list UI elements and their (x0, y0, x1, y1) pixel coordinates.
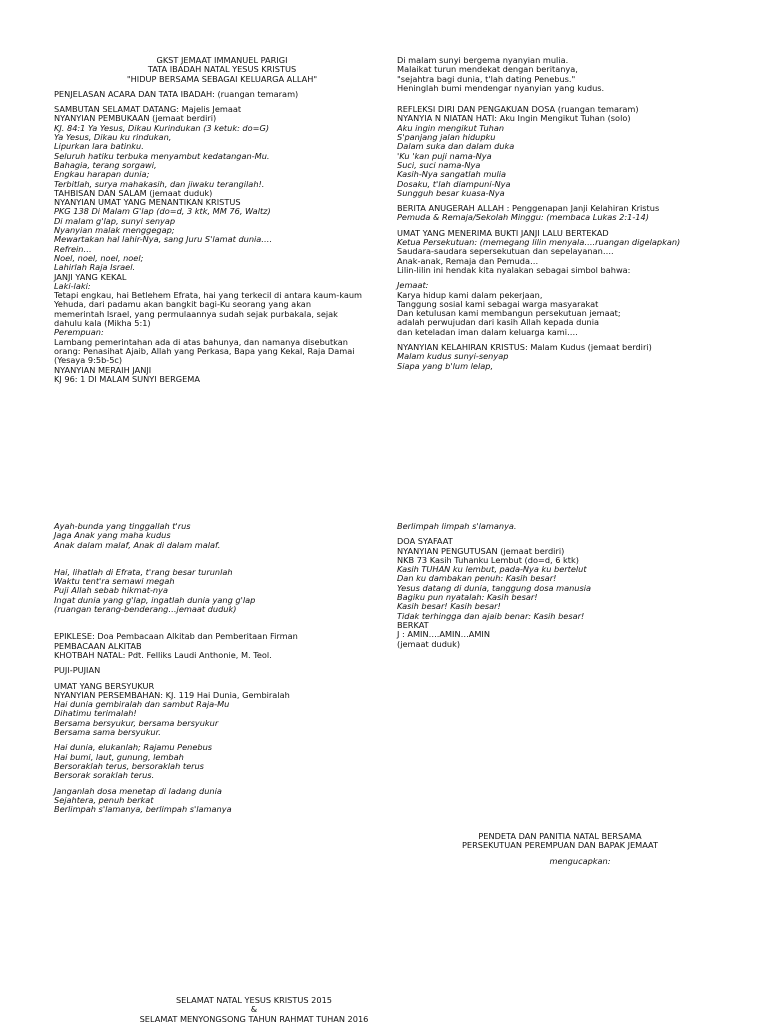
text-line: (jemaat duduk) (397, 638, 461, 649)
text-line: Kasih besar! Kasih besar! (397, 601, 501, 612)
text-line: Bersama sama bersyukur. (54, 727, 161, 738)
text-line: Anak dalam malaf, Anak di dalam malaf. (54, 539, 221, 550)
text-line: Terbitlah, surya mahakasih, dan jiwaku terangilah!. (54, 178, 265, 189)
text-line: SAMBUTAN SELAMAT DATANG: Majelis Jemaat (54, 104, 242, 115)
bottom-left-lines (54, 522, 390, 814)
spacer (54, 614, 390, 626)
text-line: NYANYIA N NIATAN HATI: Aku Ingin Mengikut Tuhan (solo) (397, 113, 631, 124)
text-line: Malam kudus sunyi-senyap (397, 351, 509, 362)
text-line: Puji Allah sebab hikmat-nya (54, 585, 168, 596)
text-line: KJ 96: 1 DI MALAM SUNYI BERGEMA (54, 373, 200, 384)
text-line: PUJI-PUJIAN (54, 665, 101, 676)
text-line: Dan ketulusan kami membangun persekutuan jemaat; (397, 308, 621, 319)
bottom-right-column (397, 522, 733, 649)
text-line: NKB 73 Kasih Tuhanku Lembut (do=d, 6 ktk) (397, 554, 579, 565)
text-line: Berlimpah limpah s'lamanya. (397, 521, 517, 531)
footer-line: SELAMAT NATAL YESUS KRISTUS 2015 (175, 995, 333, 1005)
text-line: Laki-laki: (54, 280, 91, 291)
closing-line: PENDETA DAN PANITIA NATAL BERSAMA (478, 831, 642, 841)
liturgy-title: TATA IBADAH NATAL YESUS KRISTUS (147, 64, 297, 75)
text-line: Kasih TUHAN ku lembut, pada-Nya ku bertelut (397, 564, 587, 575)
top-right-column (397, 56, 733, 371)
text-line: Bahagia, terang sorgawi, (54, 159, 157, 170)
text-line: JANJI YANG KEKAL (54, 271, 127, 282)
text-line: UMAT YANG MENERIMA BUKTI JANJI LALU BERTEKAD (397, 227, 609, 238)
text-line: Sejahtera, penuh berkat (54, 794, 154, 805)
footer-line: SELAMAT MENYONGSONG TAHUN RAHMAT TUHAN 2016 (139, 1013, 369, 1024)
text-line: Karya hidup kami dalam pekerjaan, (397, 289, 543, 300)
top-left-column (54, 56, 390, 384)
text-line: PKG 138 Di Malam G'lap (do=d, 3 ktk, MM 76, Waltz) (54, 206, 271, 217)
text-line: Bagiku pun nyatalah: Kasih besar! (397, 592, 538, 603)
text-line: Di malam sunyi bergema nyanyian mulia. (397, 55, 569, 65)
text-line: Tidak terhingga dan ajaib benar: Kasih besar! (397, 610, 585, 621)
text-line: Berlimpah s'lamanya, berlimpah s'lamanya (54, 804, 232, 815)
text-line: Pemuda & Remaja/Sekolah Minggu: (membaca Lukas 2:1-14) (397, 212, 649, 223)
text-line: Waktu tent'ra semawi megah (54, 576, 175, 587)
text-line: NYANYIAN KELAHIRAN KRISTUS: Malam Kudus (jemaat berdiri) (397, 342, 652, 353)
text-line: Seluruh hatiku terbuka menyambut kedatangan-Mu. (54, 150, 270, 161)
text-line: BERITA ANUGERAH ALLAH : Penggenapan Janji Kelahiran Kristus (397, 203, 660, 214)
text-line: Nyanyian malak menggegap; (54, 225, 175, 236)
text-line: Suci, suci nama-Nya (397, 159, 481, 170)
text-line: Lahirlah Raja Israel. (54, 262, 136, 273)
bottom-right-lines (397, 522, 733, 649)
text-line: NYANYIAN UMAT YANG MENANTIKAN KRISTUS (54, 197, 241, 208)
text-line: Ketua Persekutuan: (memegang lilin menyala….ruangan digelapkan) (397, 237, 681, 248)
text-line: Saudara-saudara sepersekutuan dan sepelayanan…. (397, 246, 614, 257)
text-line: dan keteladan iman dalam keluarga kami…. (397, 326, 578, 337)
text-line: Yehuda, dari padamu akan bangkit bagi-Ku seorang yang akan (54, 299, 312, 310)
text-line: NYANYIAN PEMBUKAAN (jemaat berdiri) (54, 113, 217, 124)
text-line: Tanggung sosial kami sebagai warga masyarakat (397, 298, 599, 309)
text-line: Dosaku, t'lah diampuni-Nya (397, 178, 511, 189)
bottom-left-column (54, 522, 390, 814)
text-line: memerintah Israel, yang permulaannya sudah sejak purbakala, sejak (54, 308, 338, 319)
footer-greeting (54, 996, 454, 1024)
text-line: KHOTBAH NATAL: Pdt. Felliks Laudi Anthonie, M. Teol. (54, 649, 272, 660)
text-line: Refrein… (54, 243, 92, 254)
text-line: Dihatimu terimalah! (54, 708, 137, 719)
text-line: Lilin-lilin ini hendak kita nyalakan sebagai simbol bahwa: (397, 264, 631, 275)
text-line: Malaikat turun mendekat dengan beritanya, (397, 64, 578, 75)
text-line: Jaga Anak yang maha kudus (54, 530, 171, 541)
text-line: Hai dunia, elukanlah; Rajamu Penebus (54, 742, 213, 753)
text-line: J : AMIN….AMIN…AMIN (397, 629, 490, 640)
text-line: KJ. 84:1 Ya Yesus, Dikau Kurindukan (3 ketuk: do=G) (54, 122, 270, 133)
text-line: S'panjang jalan hidupku (397, 132, 496, 143)
text-line: Perempuan: (54, 327, 104, 338)
text-line: Ayah-bunda yang tinggallah t'rus (54, 521, 191, 531)
closing-sign: mengucapkan: (549, 855, 611, 866)
text-line: Jemaat: (397, 280, 429, 291)
text-line: Lipurkan lara batinku. (54, 141, 144, 152)
text-line: NYANYIAN PENGUTUSAN (jemaat berdiri) (397, 545, 565, 556)
text-line: Hai dunia gembiralah dan sambut Raja-Mu (54, 699, 230, 710)
text-line: Bersama bersyukur, bersama bersyukur (54, 717, 219, 728)
text-line: BERKAT (397, 619, 429, 630)
text-line: (Yesaya 9:5b-5c) (54, 355, 123, 366)
text-line: "sejahtra bagi dunia, t'lah dating Penebus." (397, 73, 576, 84)
top-left-lines (54, 90, 390, 384)
theme-title: "HIDUP BERSAMA SEBAGAI KELUARGA ALLAH" (126, 73, 318, 84)
text-line: Dalam suka dan dalam duka (397, 141, 515, 152)
text-line: Dan ku dambakan penuh: Kasih besar! (397, 573, 557, 584)
text-line: PENJELASAN ACARA DAN TATA IBADAH: (ruangan temaram) (54, 88, 299, 99)
text-line: Lambang pemerintahan ada di atas bahunya, dan namanya disebutkan (54, 336, 348, 347)
text-line: Engkau harapan dunia; (54, 169, 150, 180)
text-line: Yesus datang di dunia, tanggung dosa manusia (397, 582, 592, 593)
text-line: Kasih-Nya sangatlah mulia (397, 169, 507, 180)
text-line: UMAT YANG BERSYUKUR (54, 680, 155, 691)
text-line: NYANYIAN MERAIH JANJI (54, 364, 152, 375)
text-line: Heninglah bumi mendengar nyanyian yang kudus. (397, 82, 605, 93)
text-line: Tetapi engkau, hai Betlehem Efrata, hai yang terkecil di antara kaum-kaum (54, 290, 363, 301)
text-line: REFLEKSI DIRI DAN PENGAKUAN DOSA (ruangan temaram) (397, 104, 639, 115)
text-line: Anak-anak, Remaja dan Pemuda… (397, 255, 539, 266)
text-line: Sungguh besar kuasa-Nya (397, 187, 505, 198)
spacer (54, 550, 390, 562)
footer-line: & (250, 1004, 258, 1015)
text-line: dahulu kala (Mikha 5:1) (54, 318, 151, 329)
closing-line: PERSEKUTUAN PEREMPUAN DAN BAPAK JEMAAT (461, 840, 659, 851)
text-line: Ingat dunia yang g'lap, ingatlah dunia yang g'lap (54, 594, 256, 605)
text-line: Siapa yang b'lum lelap, (397, 360, 494, 371)
text-line: EPIKLESE: Doa Pembacaan Alkitab dan Pemberitaan Firman (54, 631, 298, 642)
text-line: Hai, lihatlah di Efrata, t'rang besar turunlah (54, 566, 233, 577)
closing-greeting (440, 832, 680, 866)
text-line: Bersorak soraklah terus. (54, 770, 155, 781)
text-line: TAHBISAN DAN SALAM (jemaat duduk) (54, 187, 213, 198)
text-line: Aku ingin mengikut Tuhan (397, 122, 505, 133)
text-line: 'Ku 'kan puji nama-Nya (397, 150, 492, 161)
top-right-lines (397, 56, 733, 371)
text-line: Hai bumi, laut, gunung, lembah (54, 751, 184, 762)
text-line: DOA SYAFAAT (397, 536, 453, 547)
text-line: orang: Penasihat Ajaib, Allah yang Perkasa, Bapa yang Kekal, Raja Damai (54, 345, 355, 356)
text-line: adalah perwujudan dari kasih Allah kepada dunia (397, 317, 600, 328)
text-line: Di malam g'lap, sunyi senyap (54, 215, 176, 226)
text-line: Janganlah dosa menetap di ladang dunia (54, 785, 222, 796)
text-line: Bersoraklah terus, bersoraklah terus (54, 760, 204, 771)
document-header (54, 56, 390, 84)
text-line: NYANYIAN PERSEMBAHAN: KJ. 119 Hai Dunia, Gembiralah (54, 689, 290, 700)
text-line: PEMBACAAN ALKITAB (54, 640, 142, 651)
text-line: Mewartakan hal lahir-Nya, sang Juru S'lamat dunia…. (54, 234, 273, 245)
text-line: Ya Yesus, Dikau ku rindukan, (54, 132, 172, 143)
text-line: (ruangan terang-benderang…jemaat duduk) (54, 604, 237, 615)
church-name: GKST JEMAAT IMMANUEL PARIGI (156, 55, 288, 65)
text-line: Noel, noel, noel, noel; (54, 252, 144, 263)
